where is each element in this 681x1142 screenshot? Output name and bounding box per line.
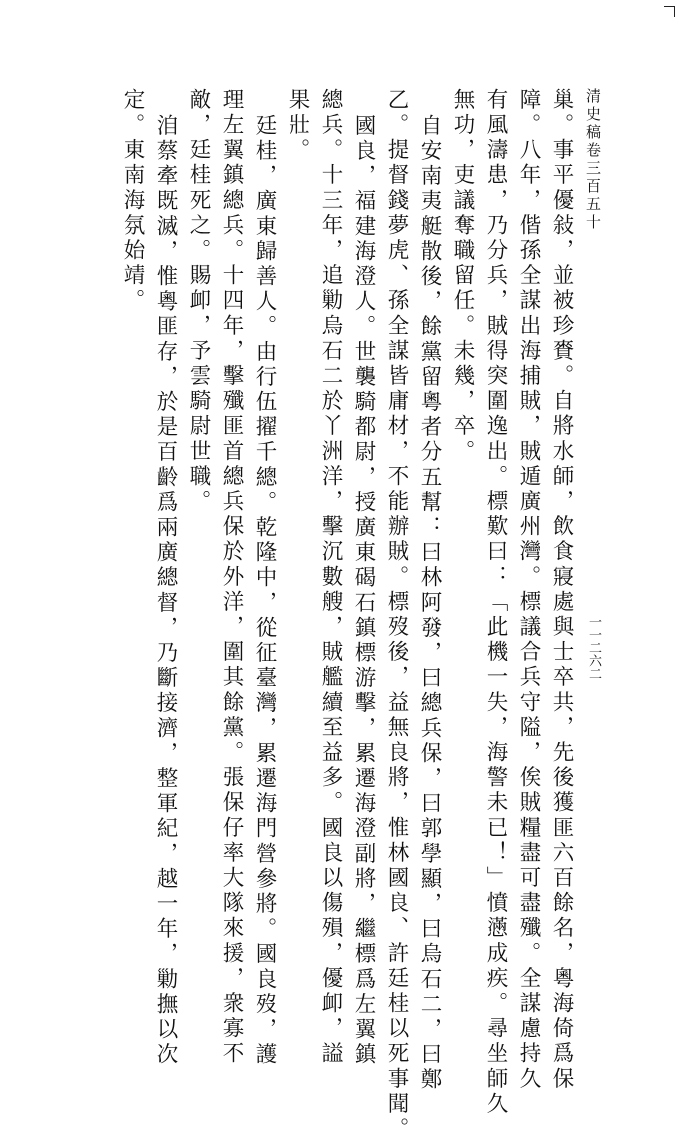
text-column-3: 有風濤患，乃分兵，賊得突圍逸出。標歎曰：「此機一失，海警未已！」憤懣成疾。尋坐師久 (483, 88, 508, 1118)
running-title: 清史稿卷三百五十 (584, 88, 602, 232)
text-column-1: 巢。事平優敍，並被珍賚。自將水師，飲食寢處與士卒共，先後獲匪六百餘名，粵海倚爲保 (549, 88, 574, 1092)
text-column-5: 自安南夷艇散後，餘黨留粵者分五幫：曰林阿發，曰總兵保，曰郭學顯，曰烏石二，曰鄭 (417, 114, 442, 1093)
corner-mark (664, 6, 675, 17)
text-column-13: 洎蔡牽既滅，惟粵匪存，於是百齡爲兩廣總督，乃斷接濟，整軍紀，越一年，勦撫以次 (153, 114, 178, 1068)
text-column-14: 定。東南海氛始靖。 (120, 88, 145, 314)
text-column-9: 果壯。 (285, 88, 310, 164)
page-number: 一一二六二 (586, 615, 601, 680)
text-column-8: 總兵。十三年，追勦烏石二於丫洲洋，擊沉數艘，賊艦續至益多。國良以傷殞，優卹，謚 (318, 88, 343, 1067)
text-column-7: 國良，福建海澄人。世襲騎都尉，授廣東碣石鎮標游擊，累遷海澄副將，繼標爲左翼鎮 (351, 114, 376, 1068)
text-column-10: 廷桂，廣東歸善人。由行伍擢千總。乾隆中，從征臺灣，累遷海門營參將。國良歿，護 (252, 114, 277, 1068)
text-column-12: 敵，廷桂死之。賜卹，予雲騎尉世職。 (186, 88, 211, 515)
text-column-2: 障。八年，偕孫全謀出海捕賊，賊遁廣州灣。標議合兵守隘，俟賊糧盡可盡殲。全謀慮持久 (516, 88, 541, 1092)
text-column-6: 乙。提督錢夢虎、孫全謀皆庸材，不能辦賊。標歿後，益無良將，惟林國良、許廷桂以死事聞。 (384, 88, 409, 1142)
text-column-4: 無功，吏議奪職留任。未幾，卒。 (450, 88, 475, 465)
text-column-11: 理左翼鎮總兵。十四年，擊殲匪首總兵保於外洋，圍其餘黨。張保仔率大隊來援，衆寡不 (219, 88, 244, 1067)
